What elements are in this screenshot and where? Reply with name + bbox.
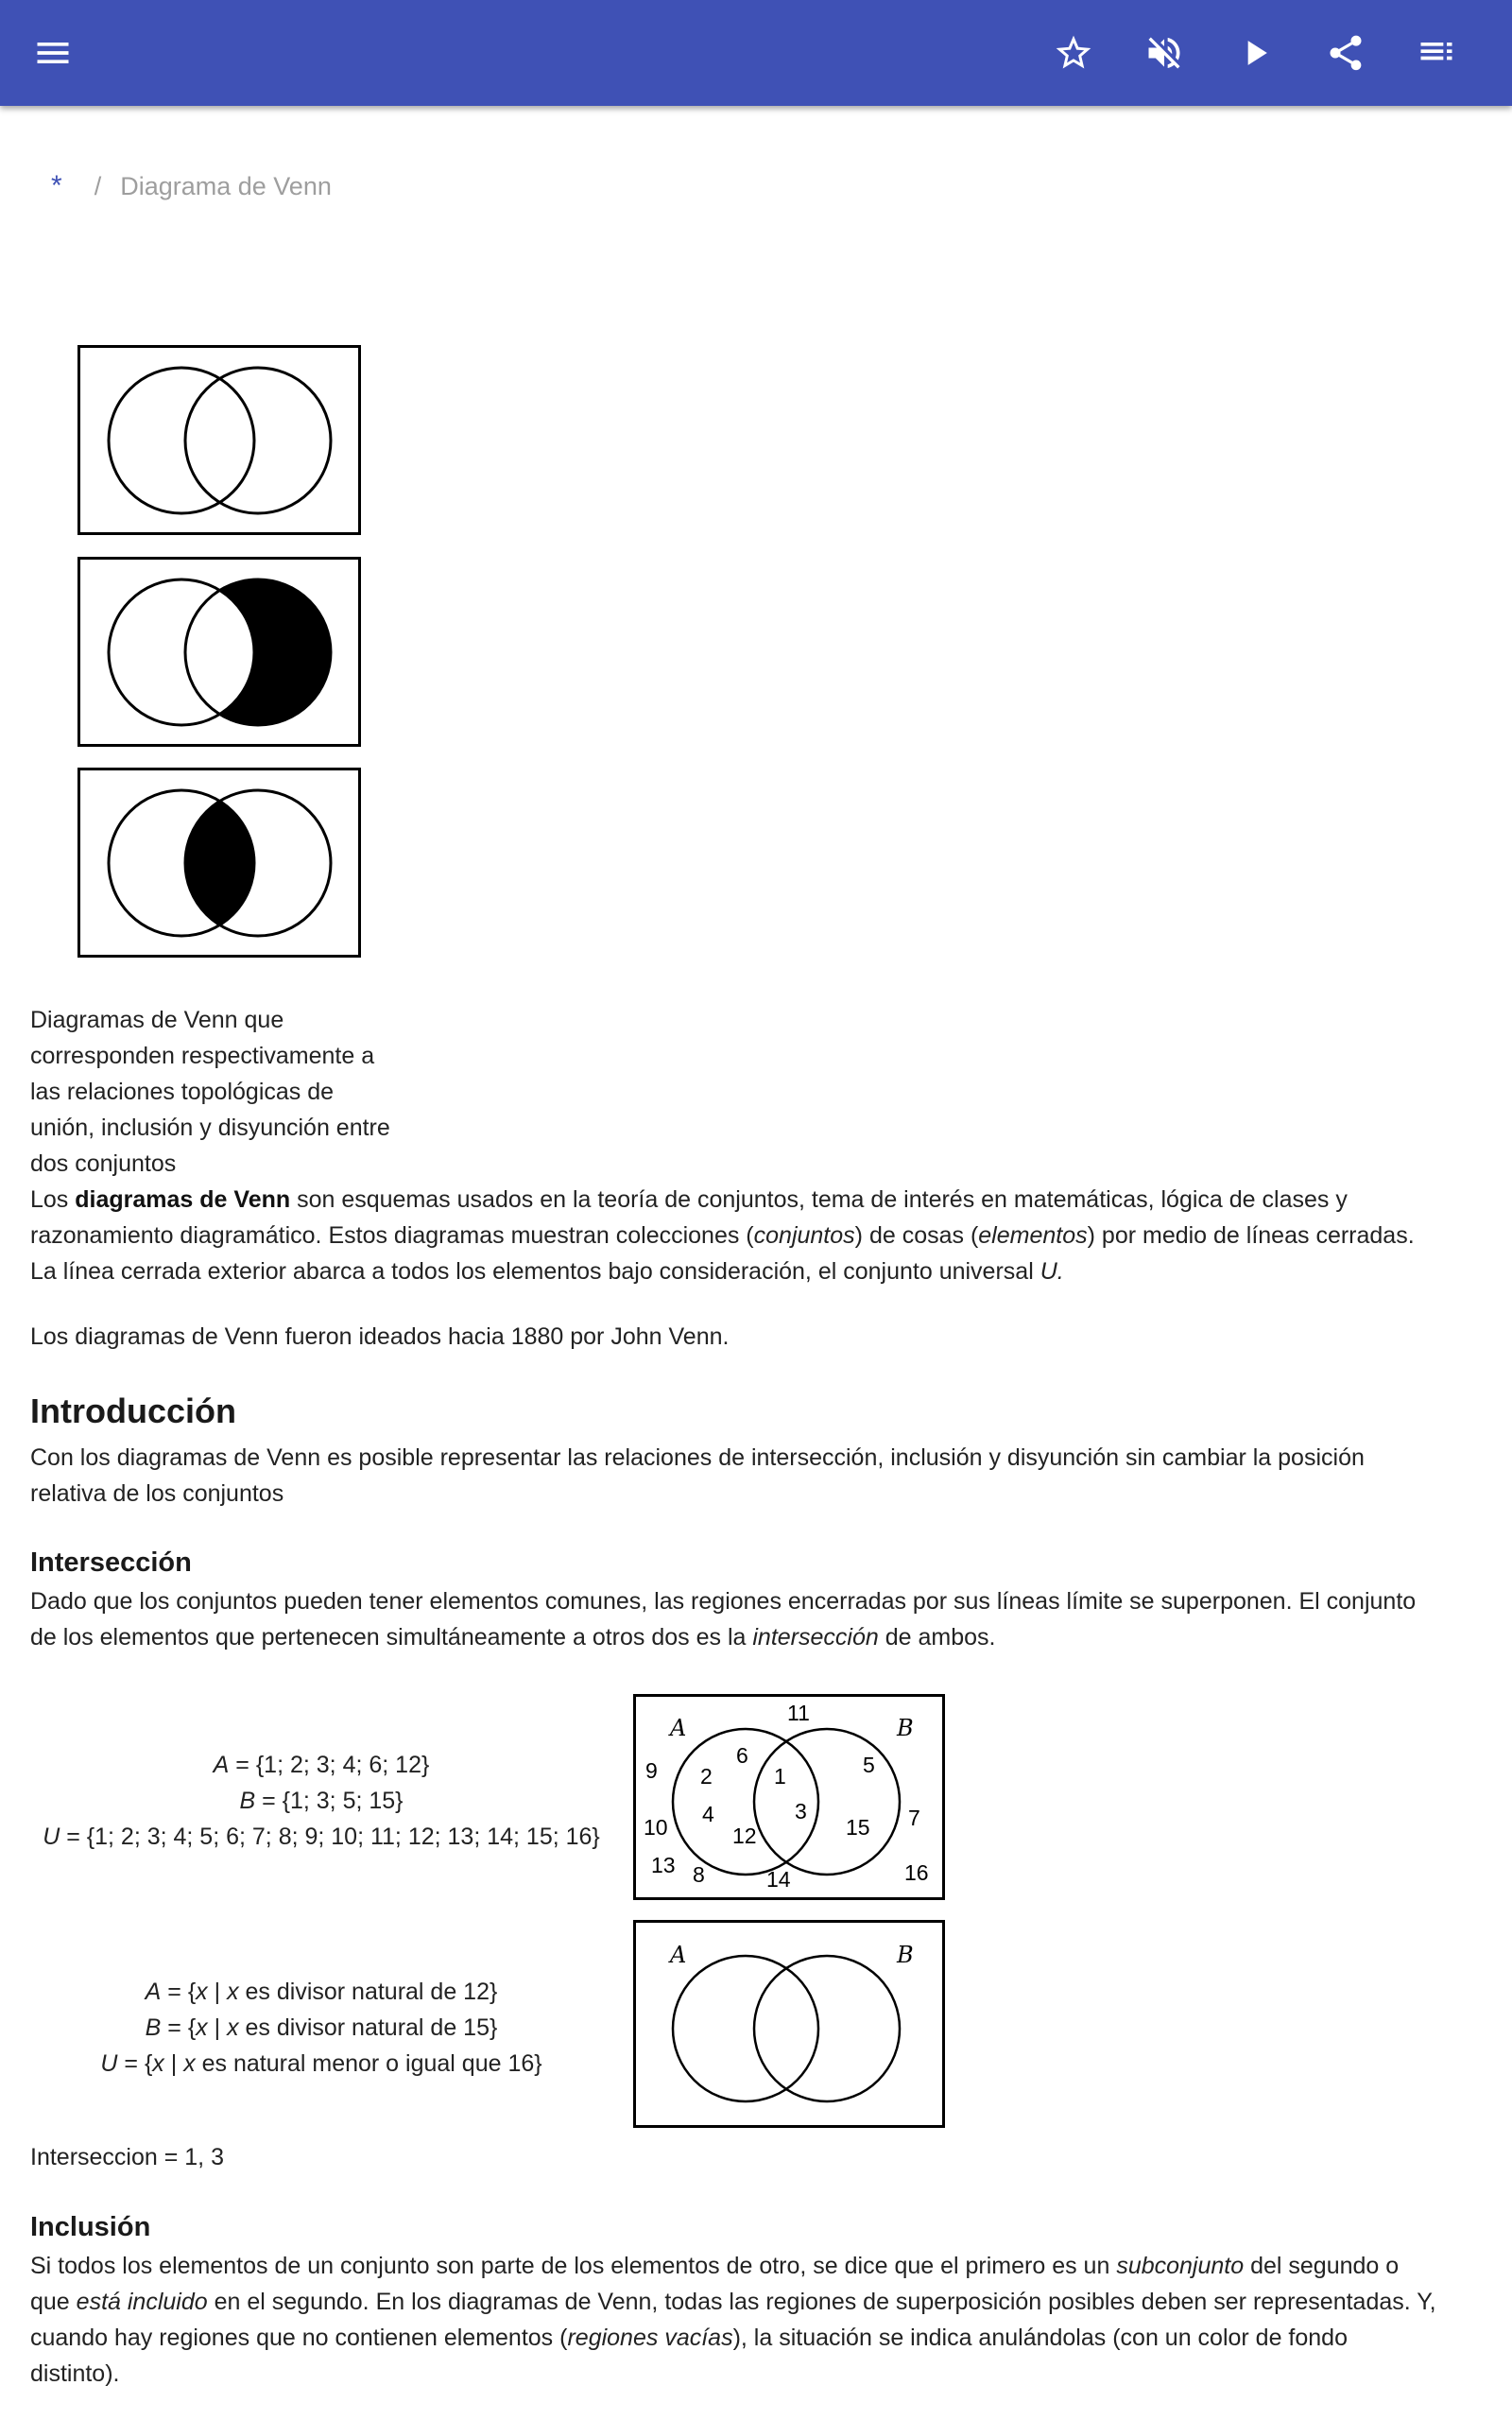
venn-label-b: B [897, 1942, 914, 1968]
venn-union-diagram [77, 345, 361, 535]
venn-element: 15 [846, 1815, 870, 1840]
breadcrumb [51, 170, 332, 202]
play-icon[interactable] [1225, 23, 1285, 83]
venn-element: 4 [702, 1802, 714, 1826]
venn-element: 16 [904, 1860, 929, 1885]
venn-empty-diagram [633, 1920, 945, 2128]
caption-line: unión, inclusión y disyunción entre [30, 1115, 390, 1141]
paragraph-line: Dado que los conjuntos pueden tener elementos comunes, las regiones encerradas por sus líneas límite se superponen. El conjunto [30, 1588, 1417, 1615]
venn-element: 6 [736, 1743, 748, 1768]
paragraph-line: que está incluido en el segundo. En los diagramas de Venn, todas las regiones de superposición posibles deben ser representadas. Y, [30, 2289, 1436, 2315]
history-paragraph: Los diagramas de Venn fueron ideados hacia 1880 por John Venn. [30, 1323, 730, 1350]
paragraph-line: cuando hay regiones que no contienen elementos (regiones vacías), la situación se indica anulándolas (con un color de fondo [30, 2325, 1348, 2351]
venn-element: 7 [908, 1806, 920, 1830]
venn-label-a: A [670, 1942, 687, 1968]
venn-element: 11 [787, 1701, 810, 1725]
venn-difference-diagram [77, 557, 361, 747]
set-a-definition: A = {1; 2; 3; 4; 6; 12} [213, 1752, 430, 1778]
playlist-icon[interactable] [1406, 23, 1467, 83]
introduccion-paragraph [30, 1440, 1365, 1512]
set-a-definition: A = {x | x es divisor natural de 12} [145, 1979, 498, 2005]
paragraph-line: relativa de los conjuntos [30, 1480, 284, 1507]
breadcrumb-current: Diagrama de Venn [120, 171, 332, 200]
venn-element: 14 [766, 1867, 791, 1892]
section-title-introduccion: Introducción [30, 1392, 236, 1430]
app-bar [0, 0, 1512, 106]
intro-paragraph [30, 1182, 1415, 1289]
paragraph-line: Si todos los elementos de un conjunto son parte de los elementos de otro, se dice que el primero es un subconjunto del segundo o [30, 2253, 1400, 2279]
venn-element: 10 [644, 1815, 668, 1840]
intro-line: razonamiento diagramático. Estos diagramas muestran colecciones (conjuntos) de cosas (elementos) por medio de líneas cerradas. [30, 1222, 1415, 1249]
set-b-definition: B = {1; 3; 5; 15} [239, 1788, 404, 1814]
paragraph-line: distinto). [30, 2360, 120, 2387]
caption-line: dos conjuntos [30, 1150, 177, 1177]
venn-element: 8 [693, 1862, 705, 1887]
sets-by-extension [38, 1747, 605, 1855]
venn-label-a: A [670, 1715, 687, 1741]
venn-element: 1 [774, 1764, 786, 1789]
intro-line: La línea cerrada exterior abarca a todos los elementos bajo consideración, el conjunto universal U. [30, 1258, 1064, 1285]
interseccion-paragraph [30, 1583, 1416, 1655]
set-b-definition: B = {x | x es divisor natural de 15} [145, 2014, 498, 2041]
venn-element: 3 [795, 1799, 807, 1824]
caption-line: corresponden respectivamente a [30, 1043, 375, 1069]
paragraph-line: Con los diagramas de Venn es posible representar las relaciones de intersección, inclusión y disyunción sin cambiar la posición [30, 1444, 1365, 1471]
figure-caption [30, 1002, 390, 1182]
section-title-interseccion: Intersección [30, 1547, 192, 1578]
caption-line: las relaciones topológicas de [30, 1079, 335, 1105]
paragraph-line: de los elementos que pertenecen simultáneamente a otros dos es la intersección de ambos. [30, 1624, 996, 1651]
menu-icon[interactable] [23, 23, 83, 83]
share-icon[interactable] [1315, 23, 1376, 83]
venn-element: 9 [645, 1758, 658, 1783]
section-title-inclusion: Inclusión [30, 2212, 151, 2242]
breadcrumb-separator: / [94, 171, 102, 200]
sets-by-comprehension [38, 1974, 605, 2082]
volume-off-icon[interactable] [1134, 23, 1194, 83]
venn-numbers-diagram [633, 1694, 945, 1900]
venn-element: 5 [863, 1753, 875, 1777]
venn-intersection-diagram [77, 768, 361, 958]
set-u-definition: U = {x | x es natural menor o igual que 16} [100, 2050, 542, 2077]
breadcrumb-home[interactable]: * [51, 170, 62, 201]
inclusion-paragraph [30, 2248, 1436, 2392]
venn-element: 13 [651, 1853, 676, 1877]
venn-label-b: B [897, 1715, 914, 1741]
intersection-result: Interseccion = 1, 3 [30, 2144, 224, 2170]
set-u-definition: U = {1; 2; 3; 4; 5; 6; 7; 8; 9; 10; 11; 12; 13; 14; 15; 16} [43, 1824, 600, 1850]
venn-element: 12 [732, 1824, 757, 1848]
venn-element: 2 [700, 1764, 713, 1789]
caption-line: Diagramas de Venn que [30, 1007, 284, 1033]
intro-line: Los diagramas de Venn son esquemas usados en la teoría de conjuntos, tema de interés en matemáticas, lógica de clases y [30, 1186, 1348, 1213]
star-outline-icon[interactable] [1043, 23, 1104, 83]
